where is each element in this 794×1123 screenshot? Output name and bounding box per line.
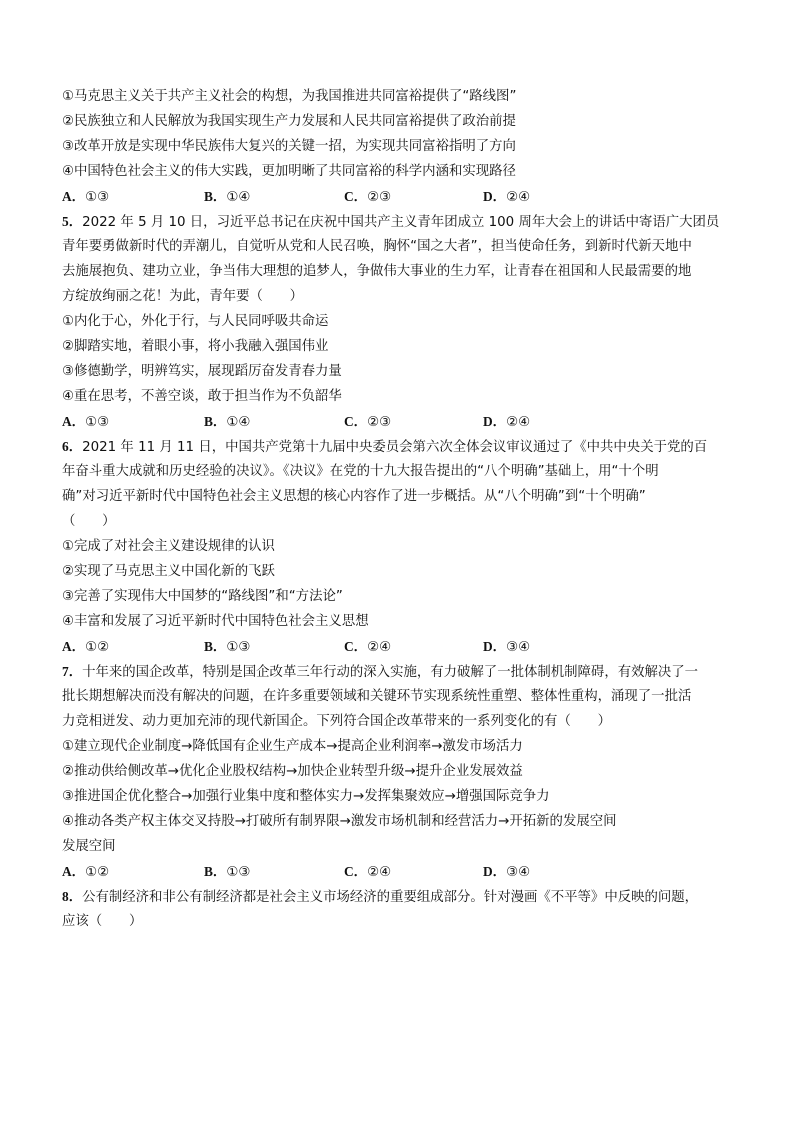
q5-stem-line-2: 青年要勇做新时代的弄潮儿，自觉听从党和人民召唤，胸怀“国之大者”，担当使命任务，到新时代新天地中 (62, 239, 692, 254)
q6-item-4: ④丰富和发展了习近平新时代中国特色社会主义思想 (62, 614, 369, 629)
q8-number: 8． (62, 889, 83, 904)
q6-item-2: ②实现了马克思主义中国化新的飞跃 (62, 564, 275, 579)
q7-stem-line-2: 批长期想解决而没有解决的问题，在许多重要领域和关键环节实现系统性重塑、整体性重构，涌现了一批活 (62, 689, 692, 704)
q4-option-b[interactable]: B．①④ (204, 189, 251, 205)
q4-item-4: ④中国特色社会主义的伟大实践，更加明晰了共同富裕的科学内涵和实现路径 (62, 164, 516, 179)
q6-option-d[interactable]: D．③④ (483, 639, 531, 655)
q5-stem-line-3: 去施展抱负、建功立业，争当伟大理想的追梦人，争做伟大事业的生力军，让青春在祖国和人民最需要的地 (62, 264, 692, 279)
q6-option-a[interactable]: A．①② (62, 639, 110, 655)
q5-option-a[interactable]: A．①③ (62, 414, 110, 430)
q4-item-1: ①马克思主义关于共产主义社会的构想，为我国推进共同富裕提供了“路线图” (62, 89, 517, 104)
q7-option-a[interactable]: A．①② (62, 864, 110, 880)
q4-item-3: ③改革开放是实现中华民族伟大复兴的关键一招，为实现共同富裕指明了方向 (62, 139, 516, 154)
q6-option-b[interactable]: B．①③ (204, 639, 251, 655)
q5-number: 5． (62, 214, 83, 229)
q4-option-c[interactable]: C．②③ (344, 189, 392, 205)
q7-option-d[interactable]: D．③④ (483, 864, 531, 880)
q7-item-1: ①建立现代企业制度→降低国有企业生产成本→提高企业利润率→激发市场活力 (62, 739, 523, 754)
q7-item-2: ②推动供给侧改革→优化企业股权结构→加快企业转型升级→提升企业发展效益 (62, 764, 523, 779)
q6-stem-line-4: （ ） (62, 514, 116, 529)
q8-stem-line-1: 8．公有制经济和非公有制经济都是社会主义市场经济的重要组成部分。针对漫画《不平等》中反映的问题， (62, 889, 699, 905)
q5-option-d[interactable]: D．②④ (483, 414, 531, 430)
q7-option-c[interactable]: C．②④ (344, 864, 392, 880)
q7-stem-line-1: 7．十年来的国企改革，特别是国企改革三年行动的深入实施，有力破解了一批体制机制障碍，有效解决了一 (62, 664, 699, 680)
q8-stem-line-2: 应该（ ） (62, 914, 143, 929)
q6-option-c[interactable]: C．②④ (344, 639, 392, 655)
q4-item-2: ②民族独立和人民解放为我国实现生产力发展和人民共同富裕提供了政治前提 (62, 114, 516, 129)
q7-item-4-overflow: 发展空间 (62, 839, 116, 854)
q6-stem-line-1: 6．2021 年 11 月 11 日，中国共产党第十九届中央委员会第六次全体会议审议通过了《中共中央关于党的百 (62, 439, 708, 455)
q6-stem-line-2: 年奋斗重大成就和历史经验的决议》。《决议》在党的十九大报告提出的“八个明确”基础上，用“十个明 (62, 464, 659, 479)
q4-option-a[interactable]: A．①③ (62, 189, 110, 205)
q6-stem-line-3: 确”对习近平新时代中国特色社会主义思想的核心内容作了进一步概括。从“八个明确”到“十个明确” (62, 489, 646, 504)
q6-item-3: ③完善了实现伟大中国梦的“路线图”和“方法论” (62, 589, 343, 604)
q7-stem-line-3: 力竞相迸发、动力更加充沛的现代新国企。下列符合国企改革带来的一系列变化的有（ ） (62, 714, 612, 729)
q5-option-b[interactable]: B．①④ (204, 414, 251, 430)
q7-item-3: ③推进国企优化整合→加强行业集中度和整体实力→发挥集聚效应→增强国际竞争力 (62, 789, 550, 804)
q5-option-c[interactable]: C．②③ (344, 414, 392, 430)
q7-option-b[interactable]: B．①③ (204, 864, 251, 880)
q5-stem-line-1: 5．2022 年 5 月 10 日，习近平总书记在庆祝中国共产主义青年团成立 100 周年大会上的讲话中寄语广大团员 (62, 214, 720, 230)
q5-item-1: ①内化于心，外化于行，与人民同呼吸共命运 (62, 314, 329, 329)
q5-item-3: ③修德勤学，明辨笃实，展现蹈厉奋发青春力量 (62, 364, 342, 379)
q5-stem-line-4: 方绽放绚丽之花！为此，青年要（ ） (62, 289, 304, 304)
q5-item-4: ④重在思考，不善空谈，敢于担当作为不负韶华 (62, 389, 342, 404)
q6-item-1: ①完成了对社会主义建设规律的认识 (62, 539, 275, 554)
q6-number: 6． (62, 439, 83, 454)
q4-option-d[interactable]: D．②④ (483, 189, 531, 205)
q7-item-4: ④推动各类产权主体交叉持股→打破所有制界限→激发市场机制和经营活力→开拓新的发展空间 (62, 814, 617, 829)
q7-number: 7． (62, 664, 83, 679)
q5-item-2: ②脚踏实地，着眼小事，将小我融入强国伟业 (62, 339, 329, 354)
